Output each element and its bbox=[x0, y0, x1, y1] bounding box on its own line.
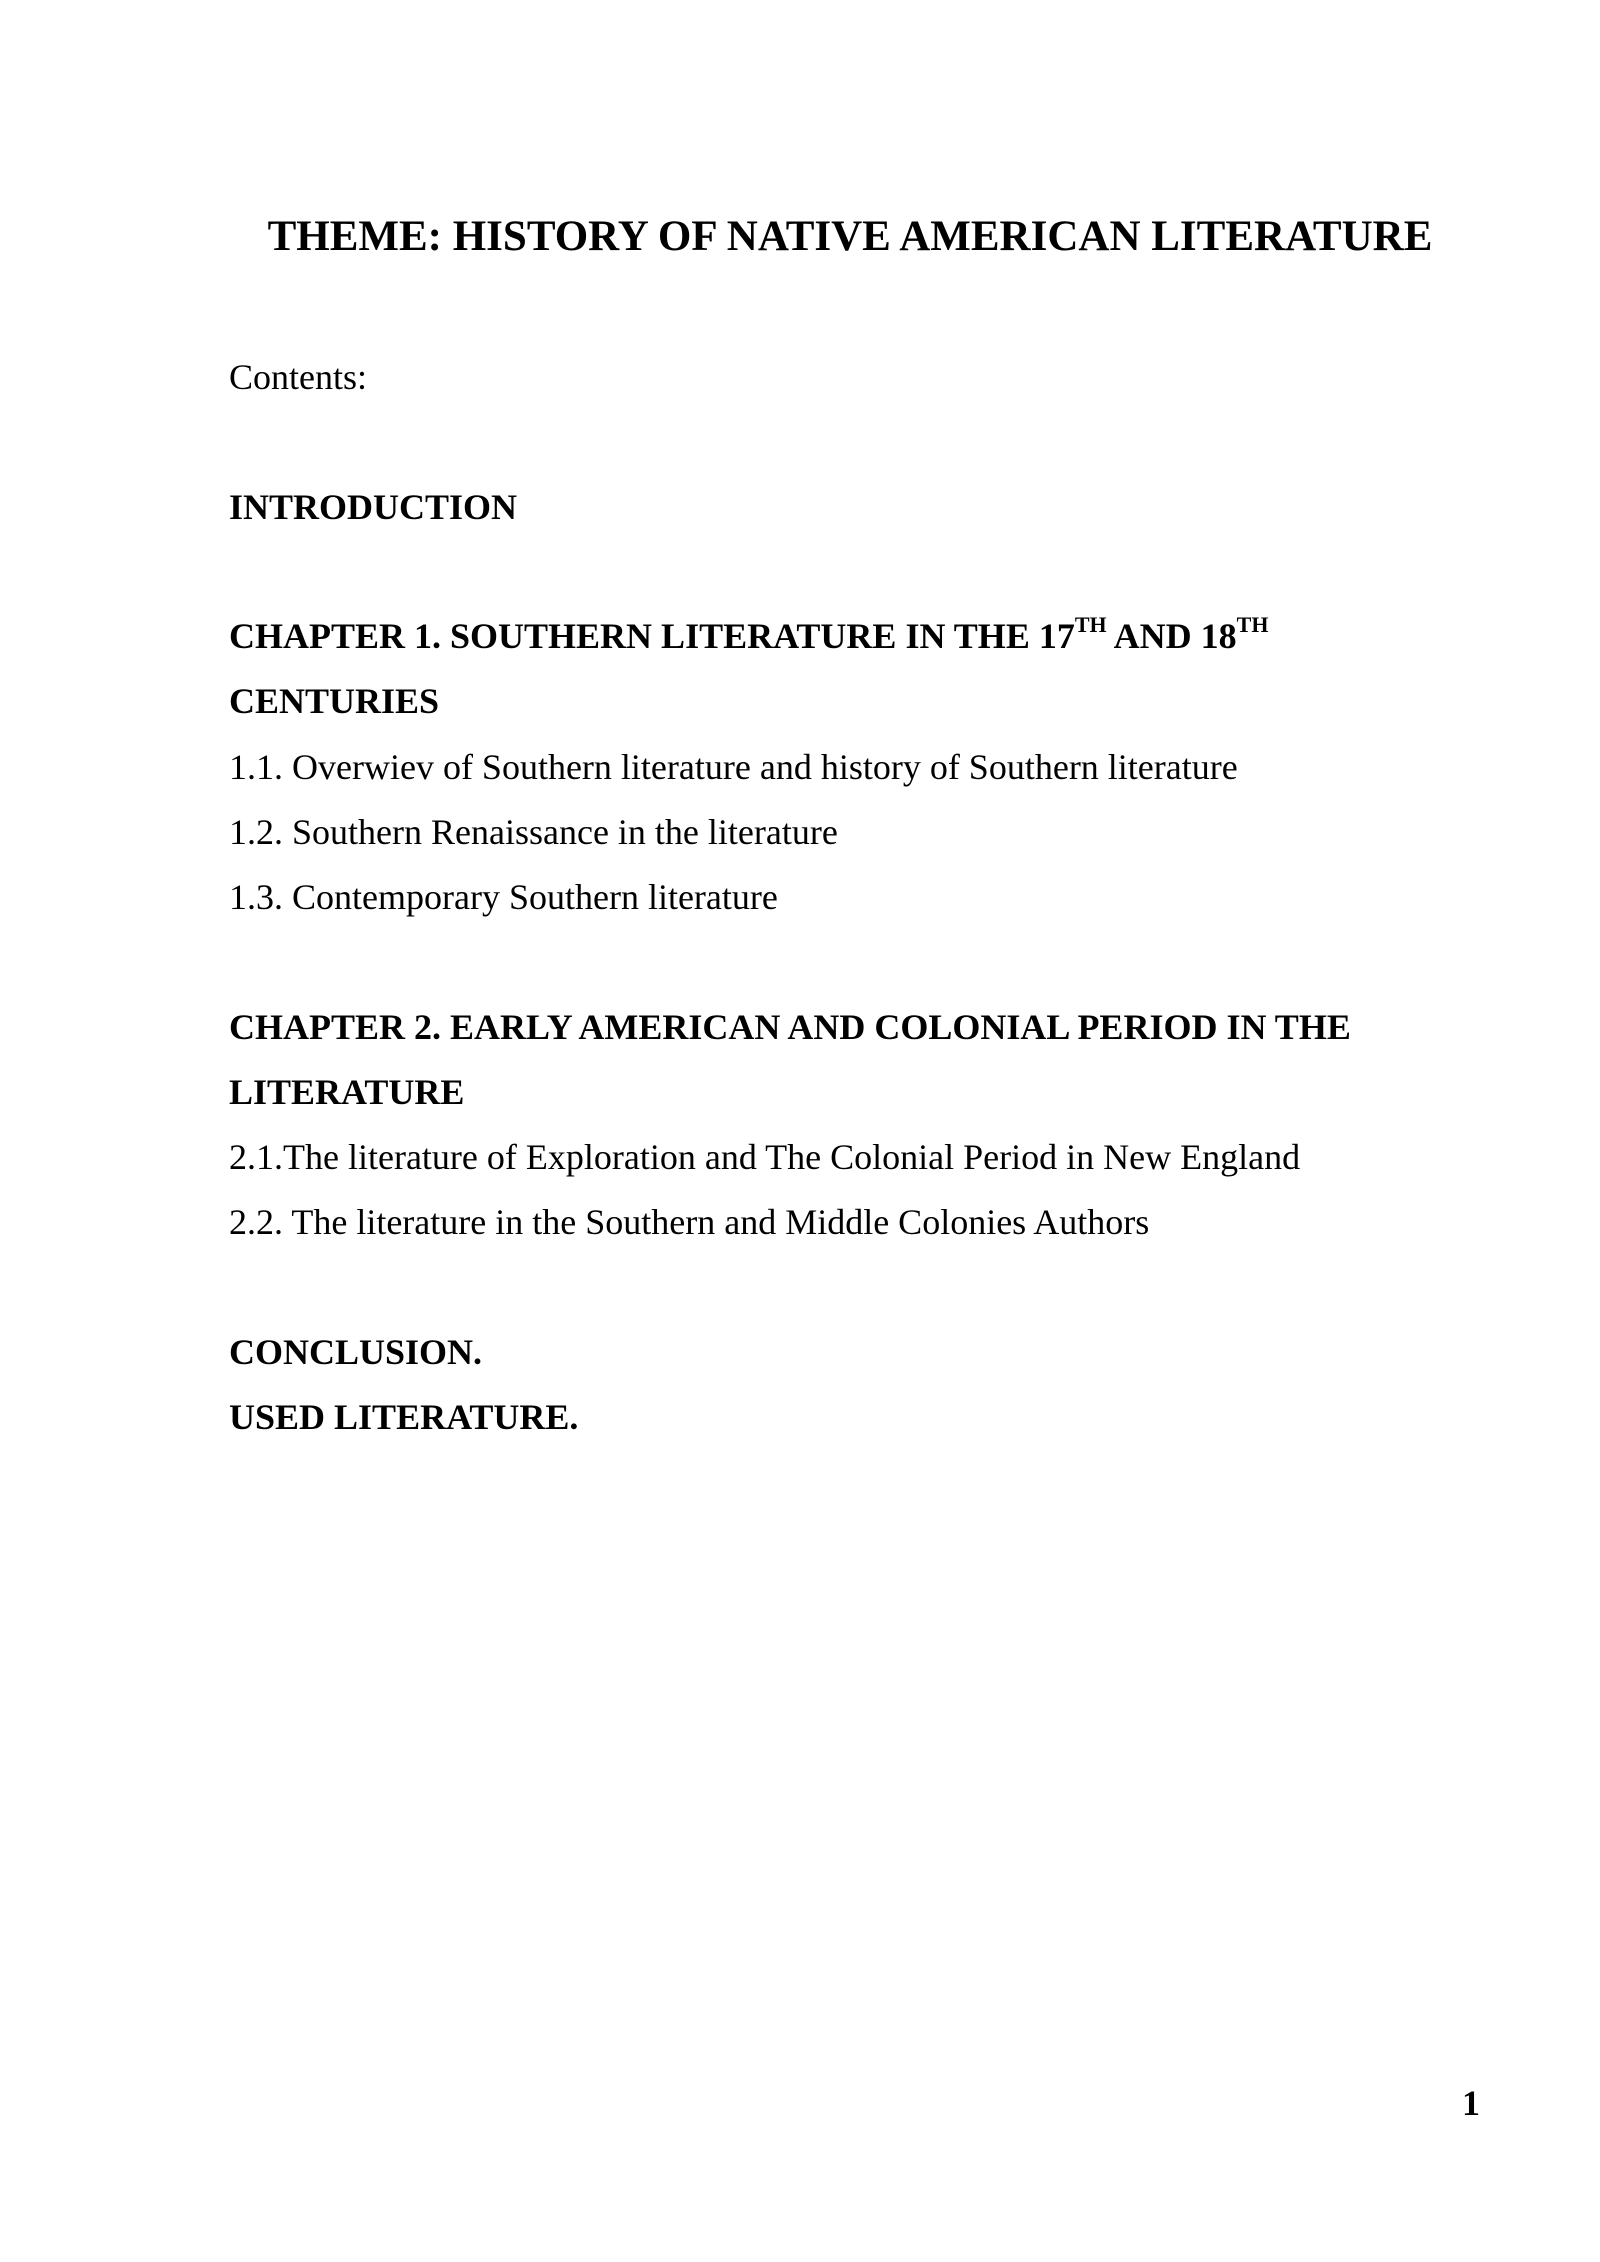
document-title: THEME: HISTORY OF NATIVE AMERICAN LITERATURE bbox=[267, 213, 1433, 260]
toc-chapter2-heading-line2: LITERATURE bbox=[229, 1072, 465, 1112]
chapter1-heading-part2: AND 18 bbox=[1106, 616, 1237, 656]
toc-section-1-3: 1.3. Contemporary Southern literature bbox=[229, 877, 778, 917]
toc-section-2-1: 2.1.The literature of Exploration and The Colonial Period in New England bbox=[229, 1137, 1301, 1177]
toc-chapter2-heading: CHAPTER 2. EARLY AMERICAN AND COLONIAL PERIOD IN THE bbox=[229, 1007, 1351, 1047]
contents-label: Contents: bbox=[229, 357, 368, 397]
toc-section-1-2: 1.2. Southern Renaissance in the literature bbox=[229, 812, 838, 852]
page-number: 1 bbox=[1462, 2083, 1480, 2123]
toc-conclusion: CONCLUSION. bbox=[229, 1332, 483, 1372]
chapter1-heading-part1: CHAPTER 1. SOUTHERN LITERATURE IN THE 17 bbox=[229, 616, 1075, 656]
chapter1-superscript-1: TH bbox=[1074, 612, 1107, 637]
toc-introduction: INTRODUCTION bbox=[229, 487, 518, 527]
toc-chapter1-heading bbox=[229, 612, 1268, 660]
chapter1-superscript-2: TH bbox=[1236, 612, 1269, 637]
toc-section-1-1: 1.1. Overwiev of Southern literature and history of Southern literature bbox=[229, 747, 1238, 787]
toc-section-2-2: 2.2. The literature in the Southern and Middle Colonies Authors bbox=[229, 1202, 1150, 1242]
toc-chapter1-heading-line2: CENTURIES bbox=[229, 681, 440, 721]
toc-used-literature: USED LITERATURE. bbox=[229, 1397, 579, 1437]
